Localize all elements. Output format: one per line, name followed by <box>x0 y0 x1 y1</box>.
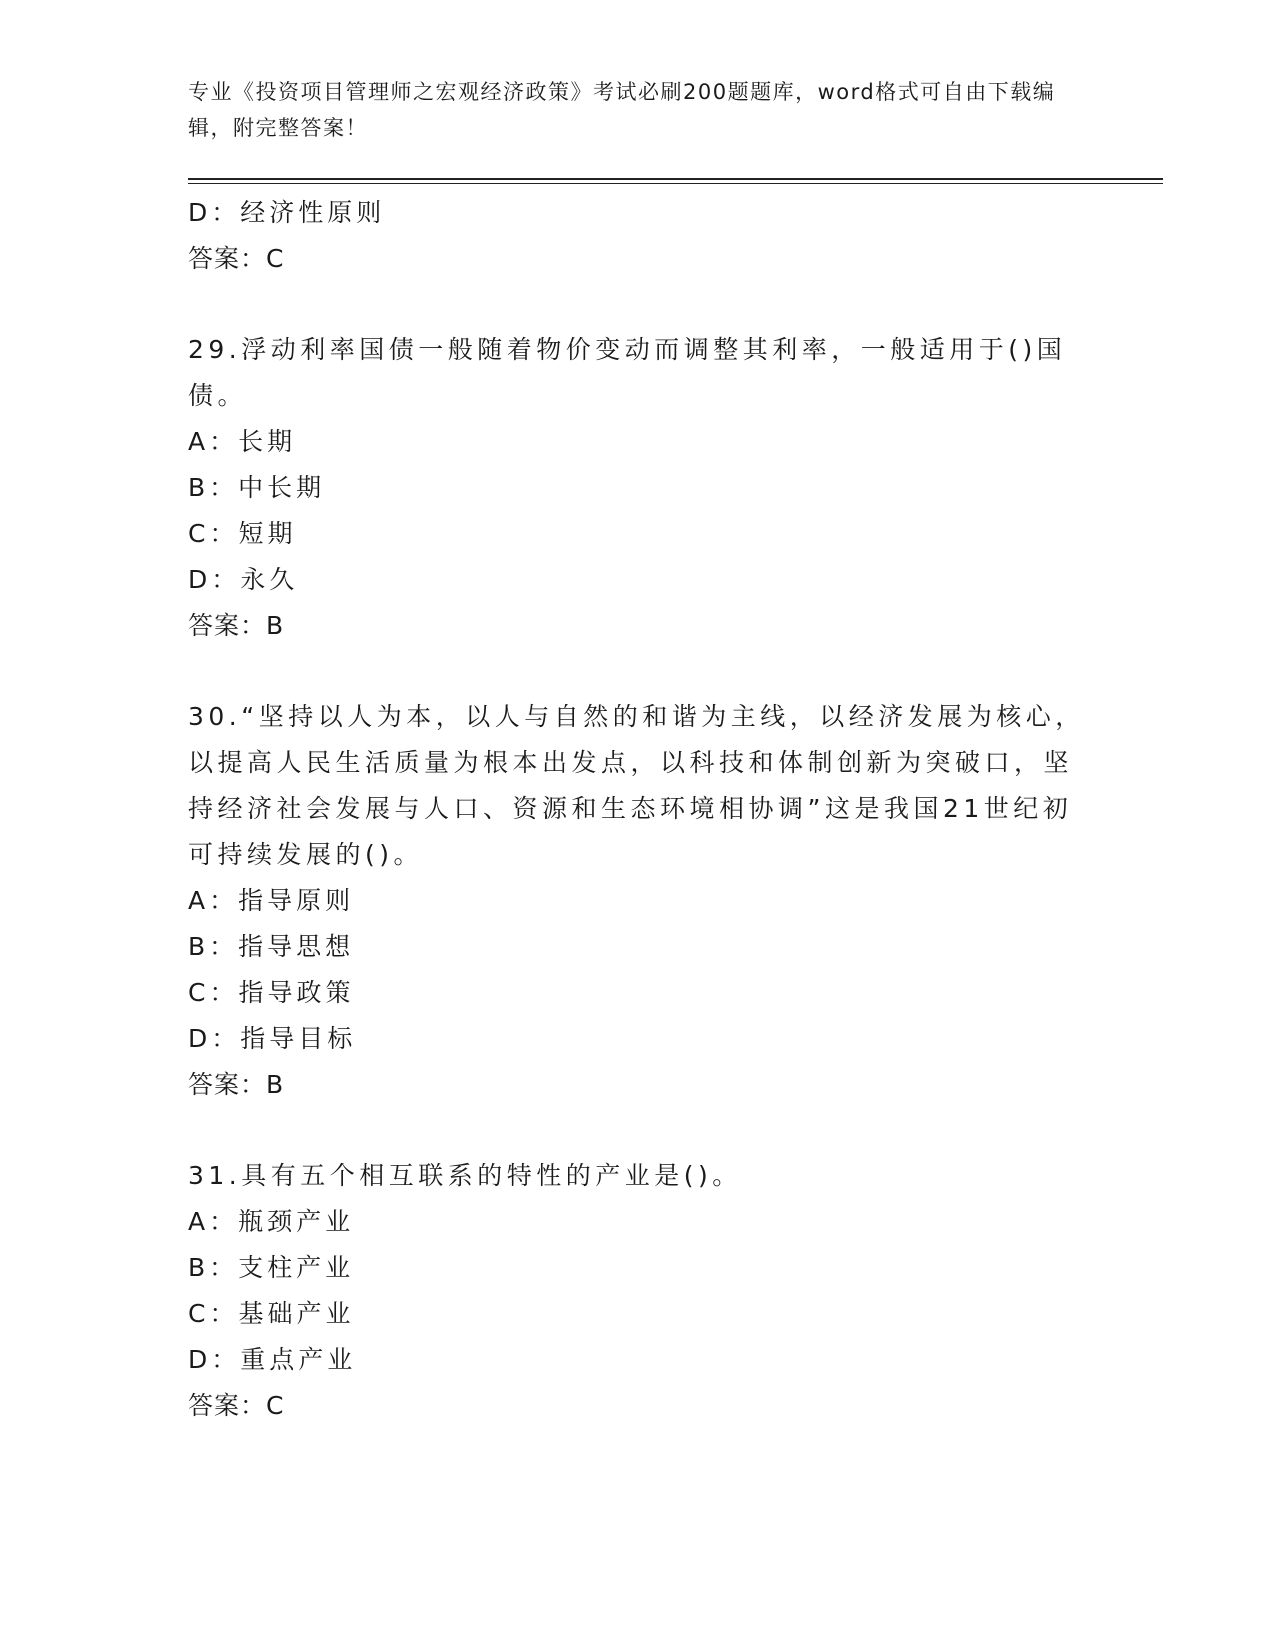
option-a: A：长期 <box>188 427 297 456</box>
question-29 <box>188 327 1088 649</box>
spacer <box>188 1108 1088 1153</box>
question-stem: 30.“坚持以人为本，以人与自然的和谐为主线，以经济发展为核心，以提高人民生活质量为根本出发点，以科技和体制创新为突破口，坚持经济社会发展与人口、资源和生态环境相协调”这是我国21世纪初可持续发展的()。 <box>188 702 1085 869</box>
question-30 <box>188 694 1088 1108</box>
spacer <box>188 282 1088 327</box>
option-d: D：永久 <box>188 565 299 594</box>
answer: 答案：B <box>188 1070 285 1099</box>
option-b: B：指导思想 <box>188 932 355 961</box>
question-list <box>188 190 1088 1429</box>
answer: 答案：B <box>188 611 285 640</box>
option-d: D：重点产业 <box>188 1345 357 1374</box>
answer: 答案：C <box>188 244 285 273</box>
header-divider-thin <box>188 183 1163 184</box>
option-c: C：基础产业 <box>188 1299 355 1328</box>
question-stem: 31.具有五个相互联系的特性的产业是()。 <box>188 1161 742 1190</box>
option-b: B：中长期 <box>188 473 326 502</box>
document-header: 专业《投资项目管理师之宏观经济政策》考试必刷200题题库，word格式可自由下载编辑，附完整答案！ <box>188 80 1056 140</box>
option-b: B：支柱产业 <box>188 1253 355 1282</box>
option-c: C：指导政策 <box>188 978 355 1007</box>
option-c: C：短期 <box>188 519 297 548</box>
option-a: A：瓶颈产业 <box>188 1207 355 1236</box>
option-d: D：指导目标 <box>188 1024 357 1053</box>
question-stem: 29.浮动利率国债一般随着物价变动而调整其利率，一般适用于()国债。 <box>188 335 1067 410</box>
header-divider-thick <box>188 178 1163 180</box>
option-d: D：经济性原则 <box>188 198 386 227</box>
option-a: A：指导原则 <box>188 886 355 915</box>
question-31 <box>188 1153 1088 1429</box>
answer: 答案：C <box>188 1391 285 1420</box>
spacer <box>188 649 1088 694</box>
